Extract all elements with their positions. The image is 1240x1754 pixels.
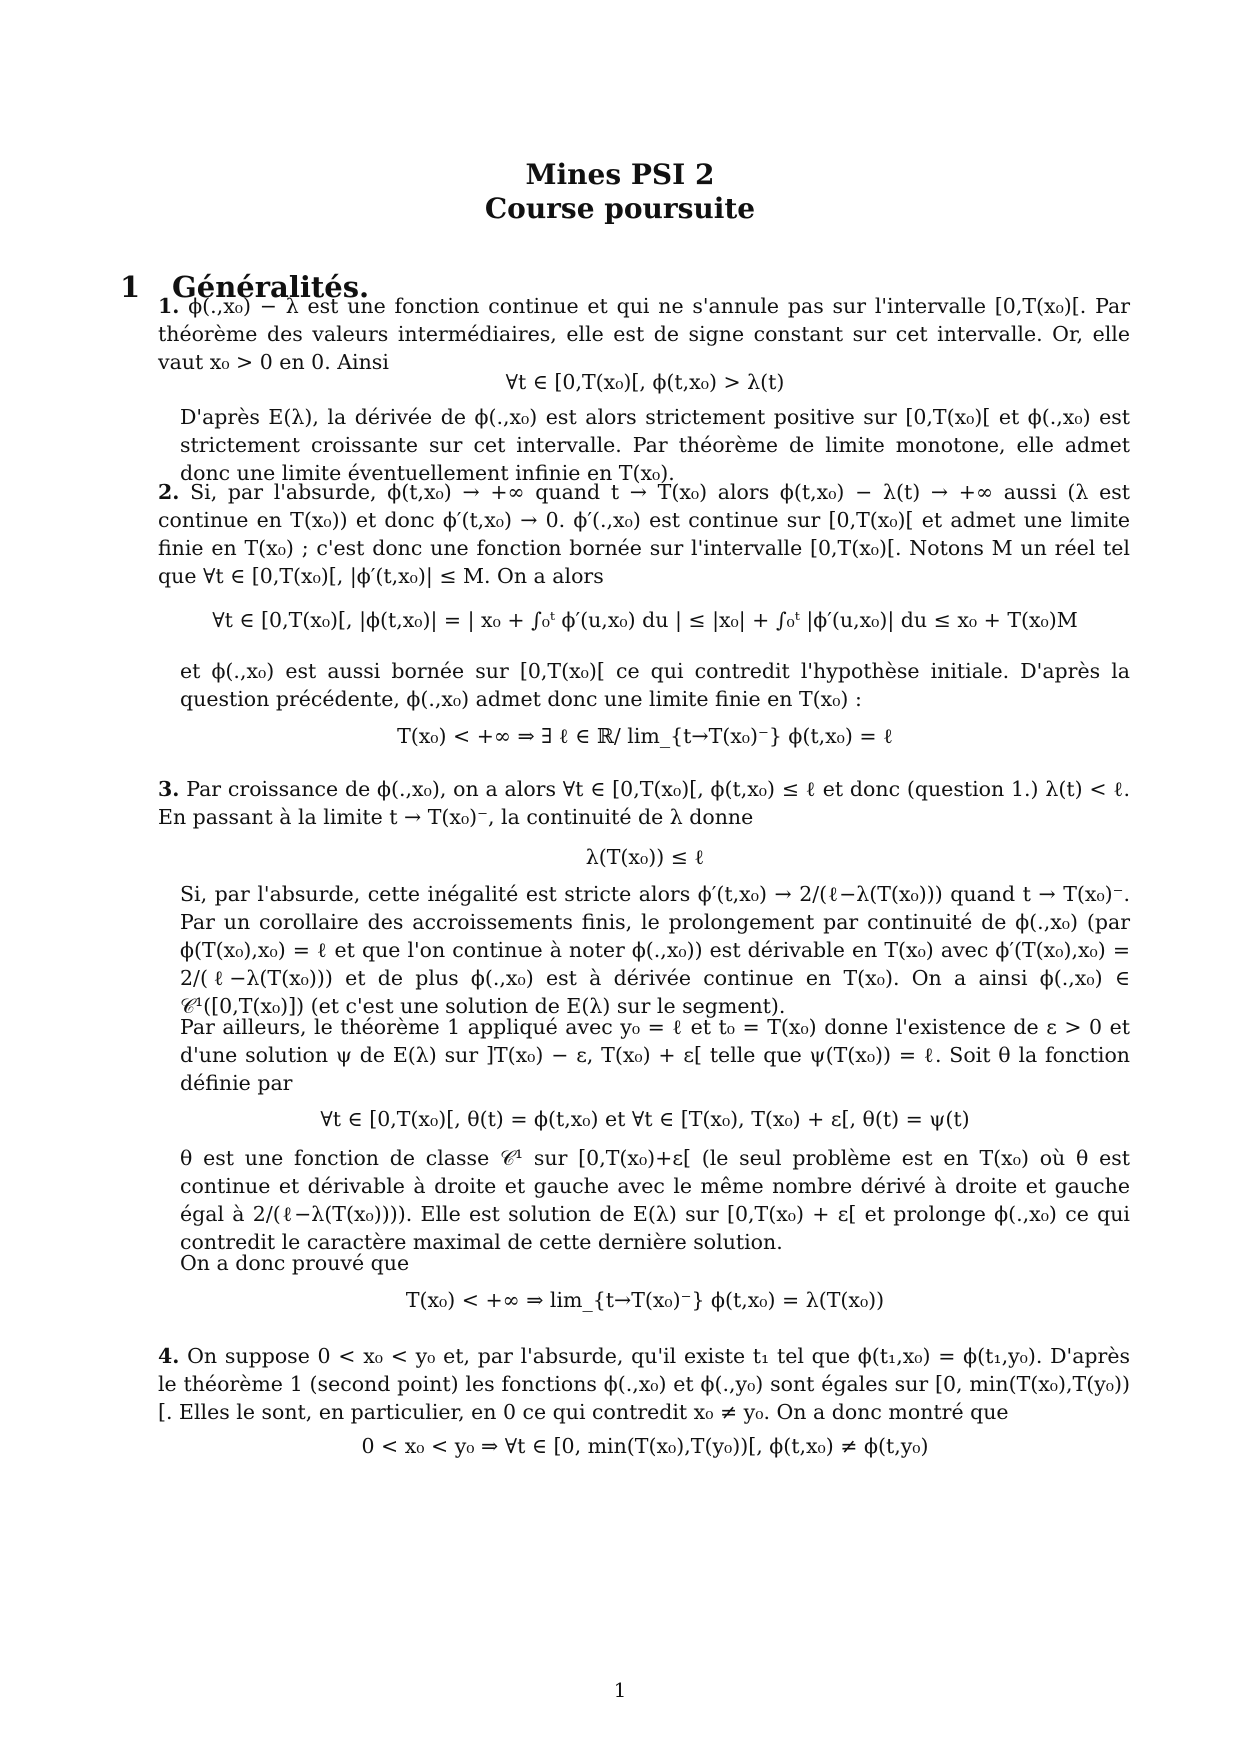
q2-equation-1: ∀t ∈ [0,T(x₀)[, |ϕ(t,x₀)| = | x₀ + ∫₀ᵗ ϕ′(u,x₀) du | ≤ |x₀| + ∫₀ᵗ |ϕ′(u,x₀)| du ≤ x₀ + T(x₀)M	[212, 608, 1078, 632]
q1-text: ϕ(.,x₀) − λ est une fonction continue et qui ne s'annule pas sur l'intervalle [0,T(x₀)[. Par théorème des valeurs intermédiaires, elle est de signe constant sur cet intervalle. Or, elle vaut x₀ > 0 en 0. Ainsi	[158, 294, 1130, 374]
q1-number: 1.	[158, 294, 180, 318]
q3-equation-2: ∀t ∈ [0,T(x₀)[, θ(t) = ϕ(t,x₀) et ∀t ∈ [T(x₀), T(x₀) + ε[, θ(t) = ψ(t)	[320, 1107, 970, 1131]
q3-paragraph-4: θ est une fonction de classe 𝒞¹ sur [0,T(x₀)+ε[ (le seul problème est en T(x₀) où θ est continue et dérivable à droite et gauche avec le même nombre dérivé à droite et gauche égal à 2/(ℓ−λ(T(x₀)))). Elle est solution de E(λ) sur [0,T(x₀) + ε[ et prolonge ϕ(.,x₀) ce qui contredit le caractère maximal de cette dernière solution.	[180, 1146, 1130, 1254]
q2-text: Si, par l'absurde, ϕ(t,x₀) → +∞ quand t → T(x₀) alors ϕ(t,x₀) − λ(t) → +∞ aussi (λ est continue en T(x₀)) et donc ϕ′(t,x₀) → 0. ϕ′(.,x₀) est continue sur [0,T(x₀)[ et admet une limite finie en T(x₀) ; c'est donc une fonction bornée sur l'intervalle [0,T(x₀)[. Notons M un réel tel que ∀t ∈ [0,T(x₀)[, |ϕ′(t,x₀)| ≤ M. On a alors	[158, 480, 1130, 588]
q2-paragraph	[158, 478, 1130, 590]
q4-text: On suppose 0 < x₀ < y₀ et, par l'absurde, qu'il existe t₁ tel que ϕ(t₁,x₀) = ϕ(t₁,y₀). D'après le théorème 1 (second point) les fonctions ϕ(.,x₀) et ϕ(.,y₀) sont égales sur [0, min(T(x₀),T(y₀))[. Elles le sont, en particulier, en 0 ce qui contredit x₀ ≠ y₀. On a donc montré que	[158, 1344, 1130, 1424]
q2-paragraph-2: et ϕ(.,x₀) est aussi bornée sur [0,T(x₀)[ ce qui contredit l'hypothèse initiale. D'après la question précédente, ϕ(.,x₀) admet donc une limite finie en T(x₀) :	[180, 659, 1130, 711]
title-line-1: Mines PSI 2	[525, 158, 715, 191]
q1-equation-1: ∀t ∈ [0,T(x₀)[, ϕ(t,x₀) > λ(t)	[505, 370, 785, 394]
q4-paragraph	[158, 1342, 1130, 1426]
section-number: 1	[120, 270, 141, 304]
q3-paragraph-3: Par ailleurs, le théorème 1 appliqué avec y₀ = ℓ et t₀ = T(x₀) donne l'existence de ε > 0 et d'une solution ψ de E(λ) sur ]T(x₀) − ε, T(x₀) + ε[ telle que ψ(T(x₀)) = ℓ. Soit θ la fonction définie par	[180, 1015, 1130, 1095]
q2-equation-2: T(x₀) < +∞ ⇒ ∃ ℓ ∈ ℝ/ lim_{t→T(x₀)⁻} ϕ(t,x₀) = ℓ	[397, 724, 893, 748]
page-number: 1	[613, 1678, 627, 1702]
q3-equation-3: T(x₀) < +∞ ⇒ lim_{t→T(x₀)⁻} ϕ(t,x₀) = λ(T(x₀))	[405, 1288, 885, 1312]
q3-paragraph-5: On a donc prouvé que	[180, 1251, 410, 1275]
section-title: Généralités.	[172, 270, 370, 304]
q2-number: 2.	[158, 480, 180, 504]
q3-number: 3.	[158, 777, 180, 801]
q4-equation-1: 0 < x₀ < y₀ ⇒ ∀t ∈ [0, min(T(x₀),T(y₀))[, ϕ(t,x₀) ≠ ϕ(t,y₀)	[361, 1434, 929, 1458]
q4-number: 4.	[158, 1344, 180, 1368]
q1-paragraph	[158, 292, 1130, 376]
q1-paragraph-2: D'après E(λ), la dérivée de ϕ(.,x₀) est alors strictement positive sur [0,T(x₀)[ et ϕ(.,x₀) est strictement croissante sur cet intervalle. Par théorème de limite monotone, elle admet donc une limite éventuellement infinie en T(x₀).	[180, 405, 1130, 485]
title-line-2: Course poursuite	[484, 192, 756, 225]
q3-paragraph	[158, 775, 1130, 831]
q3-text: Par croissance de ϕ(.,x₀), on a alors ∀t ∈ [0,T(x₀)[, ϕ(t,x₀) ≤ ℓ et donc (question 1.) λ(t) < ℓ. En passant à la limite t → T(x₀)⁻, la continuité de λ donne	[158, 777, 1130, 829]
q3-equation-1: λ(T(x₀)) ≤ ℓ	[585, 845, 705, 869]
q3-paragraph-2: Si, par l'absurde, cette inégalité est stricte alors ϕ′(t,x₀) → 2/(ℓ−λ(T(x₀))) quand t → T(x₀)⁻. Par un corollaire des accroissements finis, le prolongement par continuité de ϕ(.,x₀) (par ϕ(T(x₀),x₀) = ℓ et que l'on continue à noter ϕ(.,x₀)) est dérivable en T(x₀) avec ϕ′(T(x₀),x₀) = 2/(ℓ−λ(T(x₀))) et de plus ϕ(.,x₀) est à dérivée continue en T(x₀). On a ainsi ϕ(.,x₀) ∈ 𝒞¹([0,T(x₀)]) (et c'est une solution de E(λ) sur le segment).	[180, 882, 1130, 1018]
